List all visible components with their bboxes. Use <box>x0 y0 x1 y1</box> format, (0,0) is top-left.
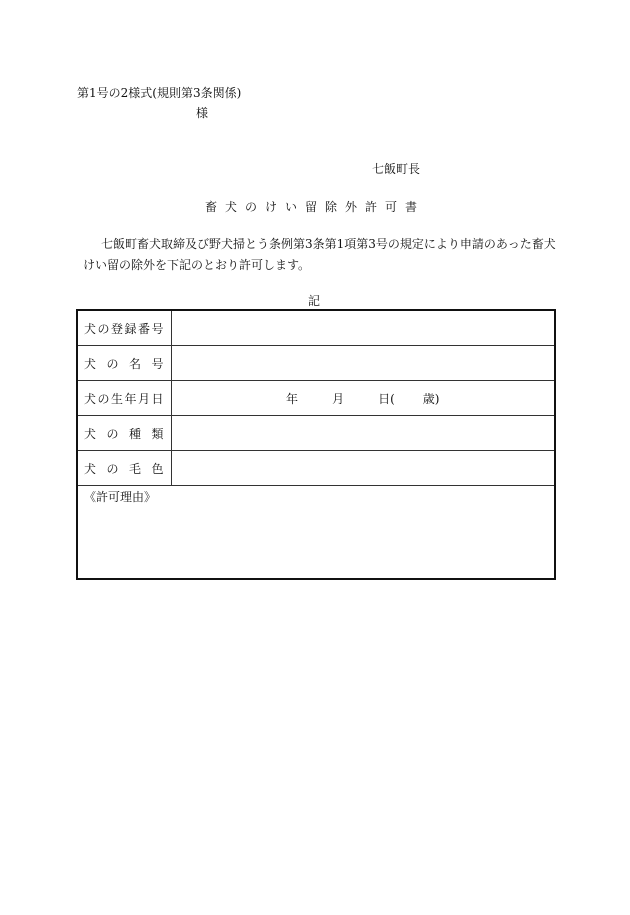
birth-date-field[interactable] <box>171 381 555 416</box>
table-row <box>77 310 555 346</box>
dog-name-label: 犬の名号 <box>77 346 171 381</box>
coat-color-field[interactable] <box>171 451 555 486</box>
month-unit: 月 <box>332 391 345 406</box>
document-title: 畜犬のけい留除外許可書 <box>204 200 425 214</box>
registration-number-label: 犬の登録番号 <box>77 310 171 346</box>
ki-heading: 記 <box>308 294 321 308</box>
table-row <box>77 416 555 451</box>
recipient-suffix: 様 <box>196 106 209 120</box>
permit-reason-field[interactable] <box>77 486 555 580</box>
registration-number-field[interactable] <box>171 310 555 346</box>
body-line-2: けい留の除外を下記のとおり許可します。 <box>83 258 311 272</box>
birth-date-label: 犬の生年月日 <box>77 381 171 416</box>
breed-field[interactable] <box>171 416 555 451</box>
table-row <box>77 451 555 486</box>
permit-details-table <box>76 309 556 580</box>
table-row <box>77 346 555 381</box>
birth-date-parts <box>172 390 555 407</box>
day-unit: 日( <box>378 391 395 406</box>
year-unit: 年 <box>286 391 299 406</box>
breed-label: 犬の種類 <box>77 416 171 451</box>
form-number: 第1号の2様式(規則第3条関係) <box>77 86 242 100</box>
coat-color-label: 犬の毛色 <box>77 451 171 486</box>
table-row <box>77 381 555 416</box>
dog-name-field[interactable] <box>171 346 555 381</box>
table-row <box>77 486 555 580</box>
body-text <box>77 234 567 276</box>
permit-reason-label: 《許可理由》 <box>84 490 157 504</box>
body-line-1: 七飯町畜犬取締及び野犬掃とう条例第3条第1項第3号の規定により申請のあった畜犬 <box>101 237 556 251</box>
age-unit: 歳) <box>422 391 440 406</box>
issuer-name: 七飯町長 <box>372 162 421 176</box>
